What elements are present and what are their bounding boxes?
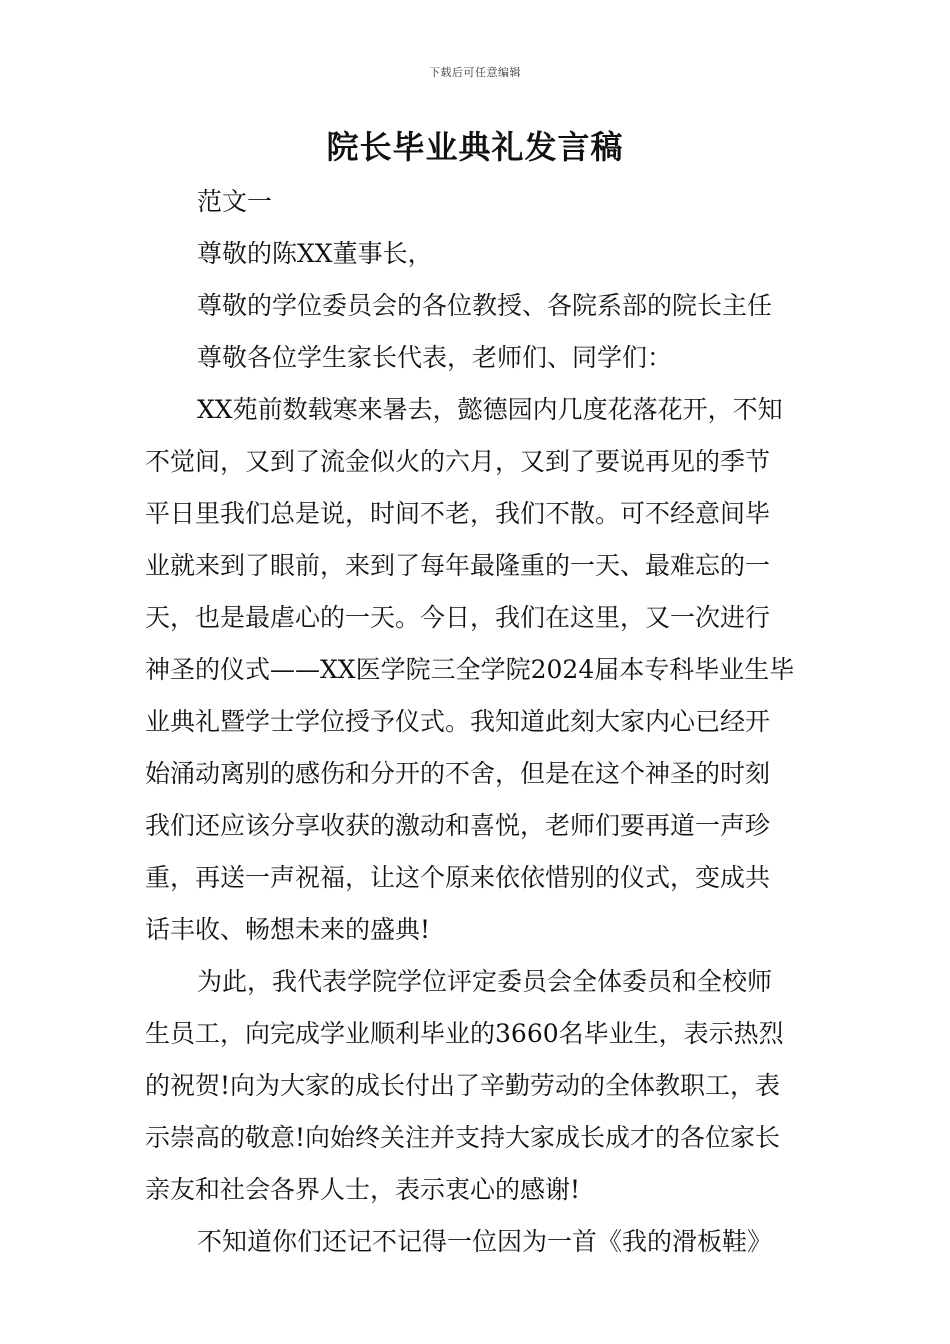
text-line: 尊敬各位学生家长代表，老师们、同学们： [197, 343, 673, 372]
text-line: 亲友和社会各界人士，表示衷心的感谢! [145, 1175, 581, 1204]
text-line: 不知道你们还记不记得一位因为一首《我的滑板鞋》 [197, 1227, 773, 1256]
text-line: 示崇高的敬意!向始终关注并支持大家成长成才的各位家长 [145, 1123, 781, 1152]
text-line: 重，再送一声祝福，让这个原来依依惜别的仪式，变成共 [145, 863, 771, 892]
page-title: 院长毕业典礼发言稿 [326, 128, 624, 166]
text-line: XX苑前数载寒来暑去，懿德园内几度花落花开，不知 [197, 395, 783, 424]
text-line: 生员工，向完成学业顺利毕业的3660名毕业生，表示热烈 [145, 1019, 784, 1048]
text-line: 不觉间，又到了流金似火的六月，又到了要说再见的季节 [145, 447, 771, 476]
text-line: 尊敬的陈XX董事长， [197, 239, 433, 268]
text-line: 平日里我们总是说，时间不老，我们不散。可不经意间毕 [145, 499, 771, 528]
text-line: 业就来到了眼前，来到了每年最隆重的一天、最难忘的一 [145, 551, 771, 580]
text-line: 始涌动离别的感伤和分开的不舍，但是在这个神圣的时刻 [145, 759, 771, 788]
text-line: 话丰收、畅想未来的盛典! [145, 915, 431, 944]
text-line: 的祝贺!向为大家的成长付出了辛勤劳动的全体教职工，表 [145, 1071, 781, 1100]
text-line: 尊敬的学位委员会的各位教授、各院系部的院长主任 [197, 291, 773, 320]
text-line: 天，也是最虐心的一天。今日，我们在这里，又一次进行 [145, 603, 771, 632]
header-note: 下载后可任意编辑 [429, 66, 521, 79]
document-body [145, 176, 807, 1268]
text-line: 我们还应该分享收获的激动和喜悦，老师们要再道一声珍 [145, 811, 771, 840]
text-line: 范文一 [197, 187, 273, 216]
text-line: 神圣的仪式——XX医学院三全学院2024届本专科毕业生毕 [145, 655, 795, 684]
text-line: 业典礼暨学士学位授予仪式。我知道此刻大家内心已经开 [145, 707, 771, 736]
text-line: 为此，我代表学院学位评定委员会全体委员和全校师 [197, 967, 773, 996]
